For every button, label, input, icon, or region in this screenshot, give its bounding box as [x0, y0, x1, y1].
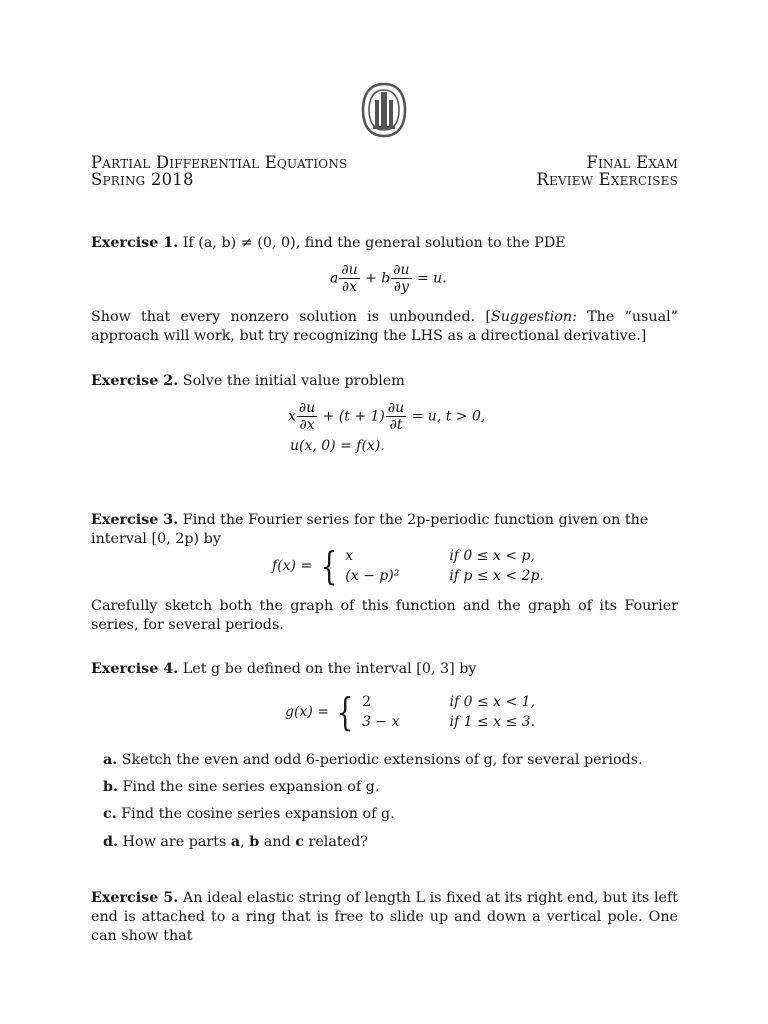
exercise-4-part-a: a. Sketch the even and odd 6-periodic extensions of g, for several periods.: [103, 752, 643, 768]
exercise-5-intro: [91, 889, 678, 946]
exercise-4-part-b: b. Find the sine series expansion of g.: [103, 779, 380, 795]
university-logo-icon: [360, 82, 408, 138]
exercise-5-text: An ideal elastic string of length L is fixed at its right end, but its left end is attached to a ring that is free to slide up and down a vertical pole. One can show that: [91, 890, 679, 944]
exercise-2-initial-condition: u(x, 0) = f(x).: [290, 438, 385, 454]
course-title: Partial Differential Equations: [91, 153, 348, 172]
exercise-5-label: Exercise 5.: [91, 890, 179, 906]
exercise-2-intro: [91, 372, 678, 391]
brace-icon: {: [320, 544, 338, 588]
exercise-3-text: Find the Fourier series for the 2p-periodic function given on the interval [0, 2p) by: [91, 512, 649, 547]
exercise-2-text: Solve the initial value problem: [182, 373, 405, 389]
exercise-3-intro: [91, 511, 678, 549]
exercise-1-equation: a $\frac{\partial u}{\partial x}$ + b $\frac{\partial u}{\partial y}$ = u.: [330, 262, 447, 295]
exam-title: Final Exam: [586, 153, 678, 172]
exercise-4-part-d: d. How are parts a, b and c related?: [103, 834, 368, 850]
course-header: [91, 154, 347, 188]
exercise-4-label: Exercise 4.: [91, 661, 179, 677]
exercise-3-label: Exercise 3.: [91, 512, 179, 528]
exercise-1-intro: [91, 234, 678, 253]
exercise-3-piecewise: f(x) = { x if 0 ≤ x < p, (x − p)² if p ≤ x < 2p.: [272, 544, 544, 588]
exercise-3-followup: Carefully sketch both the graph of this function and the graph of its Fourier series, for several periods.: [91, 598, 678, 633]
brace-icon: {: [337, 690, 354, 734]
course-term: Spring 2018: [91, 170, 194, 189]
exercise-4-intro: [91, 660, 678, 679]
exercise-1-text: If (a, b) ≠ (0, 0), find the general solution to the PDE: [182, 235, 566, 251]
exercise-1-label: Exercise 1.: [91, 235, 179, 251]
exercise-2-pde: x $\frac{\partial u}{\partial x}$ + (t + 1) $\frac{\partial u}{\partial t}$ = u, t > 0,: [288, 400, 486, 433]
exercise-4-piecewise: g(x) = { 2 if 0 ≤ x < 1, 3 − x if 1 ≤ x ≤ 3.: [285, 690, 536, 734]
exam-header: [536, 154, 678, 188]
exercise-1-followup: Show that every nonzero solution is unbounded. [Suggestion: The “usual” approach will work, but try recognizing the LHS as a directional derivative.]: [91, 309, 678, 344]
exercise-4-text: Let g be defined on the interval [0, 3] by: [182, 661, 477, 677]
exercise-4-part-c: c. Find the cosine series expansion of g.: [103, 806, 395, 822]
exam-subtitle: Review Exercises: [536, 170, 678, 189]
exercise-2-label: Exercise 2.: [91, 373, 179, 389]
